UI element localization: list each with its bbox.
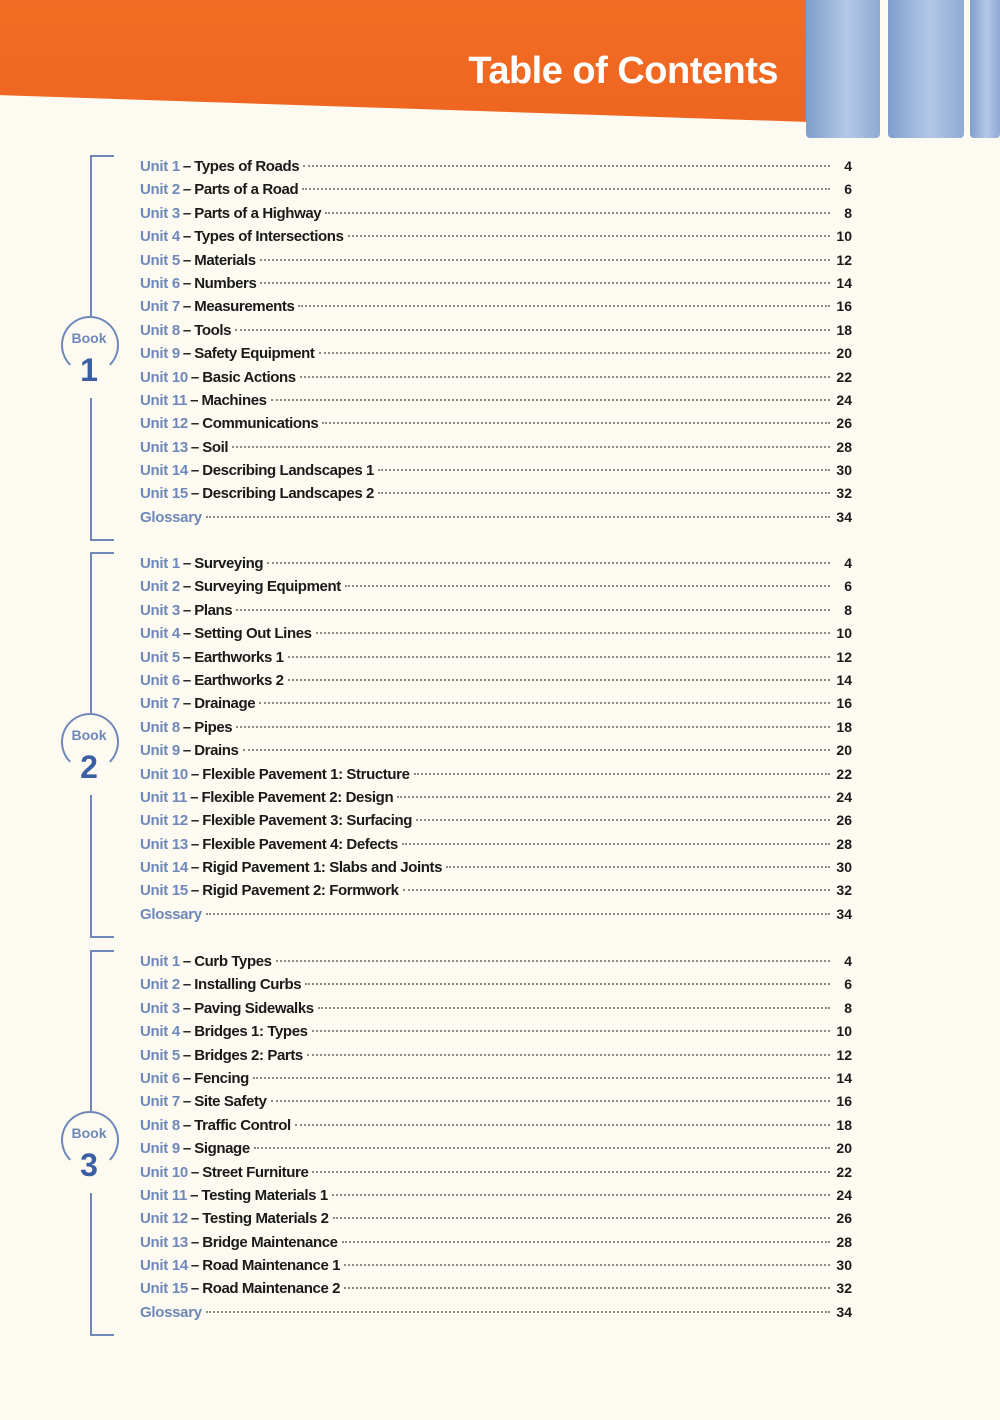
page-number: 22 [836,1163,852,1180]
unit-title: Measurements [194,298,295,316]
unit-label: Unit 14 [140,1257,188,1275]
unit-label: Unit 6 [140,671,180,689]
dot-leader [344,1264,830,1266]
unit-title: Setting Out Lines [194,625,312,643]
dot-leader [295,1124,830,1126]
toc-entry[interactable] [140,1137,852,1160]
book-tab [806,0,880,138]
unit-label: Unit 3 [140,601,180,619]
toc-entry[interactable] [140,1301,852,1324]
dot-leader [236,726,830,728]
toc-entry[interactable] [140,366,852,389]
toc-entry[interactable] [140,669,852,692]
dot-leader [267,562,830,564]
toc-entry[interactable] [140,763,852,786]
unit-title: Basic Actions [202,368,296,386]
separator-dash: – [182,204,192,222]
dot-leader [325,212,830,214]
toc-entry[interactable] [140,295,852,318]
page-number: 14 [836,1069,852,1086]
toc-entry[interactable] [140,997,852,1020]
unit-label: Unit 14 [140,462,188,480]
dot-leader [414,773,830,775]
dot-leader [236,609,830,611]
dot-leader [298,305,830,307]
separator-dash: – [190,485,200,503]
separator-dash: – [190,1280,200,1298]
toc-entry[interactable] [140,1044,852,1067]
dot-leader [446,866,830,868]
unit-label: Unit 13 [140,1233,188,1251]
page-number: 8 [844,601,852,618]
separator-dash: – [190,438,200,456]
separator-dash: – [182,555,192,572]
page-title: Table of Contents [468,50,778,92]
unit-title: Drains [194,742,239,760]
separator-dash: – [190,882,200,900]
unit-title: Pipes [194,718,233,736]
unit-title: Installing Curbs [194,976,302,994]
separator-dash: – [190,1233,200,1251]
unit-title: Fencing [194,1069,249,1087]
page-number: 24 [836,1186,852,1203]
toc-entry[interactable] [140,412,852,435]
page-number: 8 [844,204,852,221]
separator-dash: – [190,1210,200,1228]
toc-entry[interactable] [140,739,852,762]
page-number: 30 [836,1257,852,1274]
toc-entry[interactable] [140,342,852,365]
toc-entry[interactable] [140,225,852,248]
unit-title: Types of Intersections [194,228,344,246]
dot-leader [259,702,830,704]
unit-label: Glossary [140,508,202,526]
page-number: 28 [836,835,852,852]
page-number: 12 [836,1046,852,1063]
separator-dash: – [182,298,192,316]
unit-label: Unit 2 [140,578,180,596]
unit-title: Soil [202,438,229,456]
unit-label: Unit 5 [140,648,180,666]
dot-leader [302,188,830,190]
page-number: 26 [836,1210,852,1227]
unit-label: Unit 13 [140,835,188,853]
toc-entry[interactable] [140,692,852,715]
unit-title: Curb Types [194,953,272,970]
unit-title: Testing Materials 2 [202,1210,329,1228]
separator-dash: – [190,1257,200,1275]
separator-dash: – [182,625,192,643]
separator-dash: – [182,1023,192,1041]
page-number: 12 [836,648,852,665]
unit-title: Describing Landscapes 1 [202,462,374,480]
separator-dash: – [182,228,192,246]
toc-entry[interactable] [140,1161,852,1184]
separator-dash: – [190,391,199,409]
dot-leader [312,1030,830,1032]
toc-entry[interactable] [140,552,852,575]
unit-label: Unit 8 [140,1116,180,1134]
unit-label: Unit 5 [140,1046,180,1064]
page-number: 16 [836,298,852,315]
book-label: Book [71,1125,107,1142]
book-number: 2 [80,749,98,786]
unit-title: Types of Roads [194,158,300,175]
unit-label: Unit 4 [140,625,180,643]
toc-entry[interactable] [140,1090,852,1113]
unit-label: Glossary [140,1303,202,1321]
unit-label: Unit 1 [140,953,180,970]
dot-leader [254,1147,830,1149]
unit-title: Rigid Pavement 2: Formwork [202,882,399,900]
dot-leader [322,422,830,424]
separator-dash: – [182,1069,192,1087]
separator-dash: – [190,415,200,433]
page-number: 24 [836,788,852,805]
book-tab [970,0,1000,138]
unit-title: Safety Equipment [194,345,315,363]
entry-list [140,950,852,1324]
unit-label: Unit 10 [140,368,188,386]
book-badge [58,316,122,398]
unit-label: Unit 13 [140,438,188,456]
separator-dash: – [190,462,200,480]
toc-entry[interactable] [140,716,852,739]
unit-title: Road Maintenance 1 [202,1257,341,1275]
toc-entry[interactable] [140,973,852,996]
separator-dash: – [182,1140,192,1158]
toc-entry[interactable] [140,1254,852,1277]
dot-leader [378,469,830,471]
unit-title: Bridges 1: Types [194,1023,308,1041]
dot-leader [260,259,830,261]
page-number: 28 [836,438,852,455]
page-number: 20 [836,742,852,759]
separator-dash: – [182,953,192,970]
dot-leader [303,165,830,167]
toc-entry[interactable] [140,178,852,201]
toc-entry[interactable] [140,1114,852,1137]
toc-entry[interactable] [140,155,852,178]
unit-title: Numbers [194,274,257,292]
page-number: 34 [836,905,852,922]
unit-title: Flexible Pavement 2: Design [201,788,394,806]
separator-dash: – [182,345,192,363]
page-number: 28 [836,1233,852,1250]
unit-title: Communications [202,415,319,433]
unit-label: Unit 9 [140,1140,180,1158]
separator-dash: – [190,1186,199,1204]
unit-label: Unit 7 [140,298,180,316]
dot-leader [271,399,830,401]
unit-label: Unit 12 [140,1210,188,1228]
separator-dash: – [182,742,192,760]
unit-title: Tools [194,321,232,339]
unit-title: Describing Landscapes 2 [202,485,374,503]
dot-leader [206,1311,830,1313]
separator-dash: – [190,368,200,386]
unit-label: Unit 10 [140,765,188,783]
unit-title: Bridge Maintenance [202,1233,338,1251]
unit-title: Flexible Pavement 4: Defects [202,835,398,853]
toc-entry[interactable] [140,575,852,598]
page-number: 12 [836,251,852,268]
page-number: 10 [836,625,852,642]
unit-label: Unit 7 [140,1093,180,1111]
dot-leader [344,1287,830,1289]
toc-entry[interactable] [140,1231,852,1254]
toc-entry[interactable] [140,622,852,645]
unit-title: Signage [194,1140,250,1158]
page-number: 32 [836,1280,852,1297]
unit-title: Traffic Control [194,1116,291,1134]
dot-leader [332,1194,830,1196]
toc-entry[interactable] [140,249,852,272]
page-number: 34 [836,508,852,525]
dot-leader [402,843,830,845]
dot-leader [253,1077,830,1079]
toc-entry[interactable] [140,786,852,809]
unit-title: Paving Sidewalks [194,999,314,1017]
dot-leader [288,656,830,658]
unit-label: Unit 3 [140,204,180,222]
separator-dash: – [182,976,192,994]
unit-title: Bridges 2: Parts [194,1046,303,1064]
page-number: 4 [844,555,852,571]
page-number: 24 [836,391,852,408]
unit-label: Unit 1 [140,158,180,175]
dot-leader [206,913,830,915]
toc-entry[interactable] [140,272,852,295]
unit-title: Machines [201,391,267,409]
toc-entry[interactable] [140,879,852,902]
unit-label: Unit 11 [140,1186,188,1204]
unit-label: Unit 15 [140,485,188,503]
separator-dash: – [182,1093,192,1111]
dot-leader [403,889,830,891]
dot-leader [378,492,830,494]
separator-dash: – [182,999,192,1017]
unit-title: Materials [194,251,256,269]
dot-leader [300,376,830,378]
dot-leader [206,516,830,518]
page-number: 6 [844,181,852,198]
toc-entry[interactable] [140,1020,852,1043]
dot-leader [348,235,830,237]
page-number: 16 [836,1093,852,1110]
unit-label: Unit 1 [140,555,180,572]
page-number: 10 [836,228,852,245]
dot-leader [276,960,830,962]
unit-label: Unit 8 [140,718,180,736]
dot-leader [312,1171,830,1173]
page-number: 20 [836,345,852,362]
unit-title: Earthworks 1 [194,648,284,666]
dot-leader [397,796,830,798]
page-number: 26 [836,812,852,829]
toc-entry[interactable] [140,459,852,482]
separator-dash: – [182,321,192,339]
dot-leader [318,1007,830,1009]
dot-leader [307,1054,830,1056]
separator-dash: – [190,859,200,877]
book-tab [888,0,964,138]
toc-entry[interactable] [140,646,852,669]
unit-title: Surveying [194,555,264,572]
book-label: Book [71,727,107,744]
book-number: 1 [80,352,98,389]
unit-label: Unit 6 [140,1069,180,1087]
separator-dash: – [182,158,192,175]
unit-title: Parts of a Road [194,181,299,199]
page-number: 18 [836,718,852,735]
page-number: 22 [836,765,852,782]
unit-label: Unit 2 [140,976,180,994]
separator-dash: – [182,695,192,713]
toc-entry[interactable] [140,389,852,412]
separator-dash: – [182,601,192,619]
unit-title: Earthworks 2 [194,671,284,689]
unit-label: Unit 10 [140,1163,188,1181]
separator-dash: – [182,181,192,199]
toc-entry[interactable] [140,319,852,342]
unit-title: Site Safety [194,1093,267,1111]
unit-label: Unit 12 [140,812,188,830]
page-number: 18 [836,321,852,338]
separator-dash: – [182,671,192,689]
dot-leader [319,352,830,354]
unit-label: Unit 9 [140,742,180,760]
unit-title: Parts of a Highway [194,204,322,222]
unit-label: Unit 15 [140,882,188,900]
page-number: 32 [836,485,852,502]
unit-label: Unit 12 [140,415,188,433]
unit-label: Unit 8 [140,321,180,339]
page-number: 10 [836,1023,852,1040]
separator-dash: – [182,1116,192,1134]
unit-label: Unit 14 [140,859,188,877]
toc-entry[interactable] [140,599,852,622]
toc-entry[interactable] [140,1067,852,1090]
page-number: 18 [836,1116,852,1133]
unit-label: Unit 4 [140,1023,180,1041]
separator-dash: – [190,788,199,806]
book-number: 3 [80,1147,98,1184]
unit-title: Plans [194,601,233,619]
page-number: 4 [844,953,852,969]
toc-entry[interactable] [140,856,852,879]
dot-leader [316,632,830,634]
toc-entry[interactable] [140,1184,852,1207]
dot-leader [305,983,830,985]
separator-dash: – [182,718,192,736]
page-number: 30 [836,859,852,876]
unit-title: Surveying Equipment [194,578,341,596]
toc-entry[interactable] [140,903,852,926]
separator-dash: – [182,274,192,292]
unit-label: Unit 7 [140,695,180,713]
unit-title: Testing Materials 1 [201,1186,328,1204]
toc-entry[interactable] [140,436,852,459]
toc-entry[interactable] [140,950,852,973]
page-number: 14 [836,671,852,688]
entry-list [140,155,852,529]
page-number: 4 [844,158,852,174]
page-number: 6 [844,578,852,595]
separator-dash: – [182,578,192,596]
dot-leader [243,749,830,751]
unit-label: Unit 3 [140,999,180,1017]
unit-title: Drainage [194,695,256,713]
dot-leader [260,282,830,284]
separator-dash: – [182,648,192,666]
unit-title: Rigid Pavement 1: Slabs and Joints [202,859,443,877]
unit-title: Road Maintenance 2 [202,1280,341,1298]
page-number: 30 [836,462,852,479]
book-badge [58,1111,122,1193]
dot-leader [232,446,830,448]
dot-leader [333,1217,830,1219]
book-badge [58,713,122,795]
dot-leader [342,1241,830,1243]
dot-leader [288,679,830,681]
separator-dash: – [190,812,200,830]
page-number: 14 [836,274,852,291]
separator-dash: – [182,1046,192,1064]
page-number: 20 [836,1140,852,1157]
book-label: Book [71,330,107,347]
page-number: 22 [836,368,852,385]
dot-leader [345,585,830,587]
toc-entry[interactable] [140,833,852,856]
separator-dash: – [190,765,200,783]
unit-label: Unit 2 [140,181,180,199]
page-number: 8 [844,999,852,1016]
page-number: 34 [836,1303,852,1320]
unit-label: Unit 11 [140,788,188,806]
dot-leader [416,819,830,821]
dot-leader [271,1100,830,1102]
toc-entry[interactable] [140,482,852,505]
toc-entry[interactable] [140,1277,852,1300]
dot-leader [235,329,830,331]
unit-label: Unit 9 [140,345,180,363]
unit-label: Unit 4 [140,228,180,246]
toc-entry[interactable] [140,809,852,832]
unit-label: Unit 15 [140,1280,188,1298]
unit-label: Unit 6 [140,274,180,292]
unit-label: Glossary [140,905,202,923]
page-number: 16 [836,695,852,712]
page-number: 26 [836,415,852,432]
unit-label: Unit 11 [140,391,188,409]
unit-title: Flexible Pavement 3: Surfacing [202,812,413,830]
separator-dash: – [182,251,192,269]
unit-title: Flexible Pavement 1: Structure [202,765,410,783]
toc-entry[interactable] [140,202,852,225]
toc-entry[interactable] [140,506,852,529]
unit-title: Street Furniture [202,1163,309,1181]
separator-dash: – [190,835,200,853]
separator-dash: – [190,1163,200,1181]
unit-label: Unit 5 [140,251,180,269]
toc-entry[interactable] [140,1207,852,1230]
page-number: 32 [836,882,852,899]
entry-list [140,552,852,926]
page-number: 6 [844,976,852,993]
